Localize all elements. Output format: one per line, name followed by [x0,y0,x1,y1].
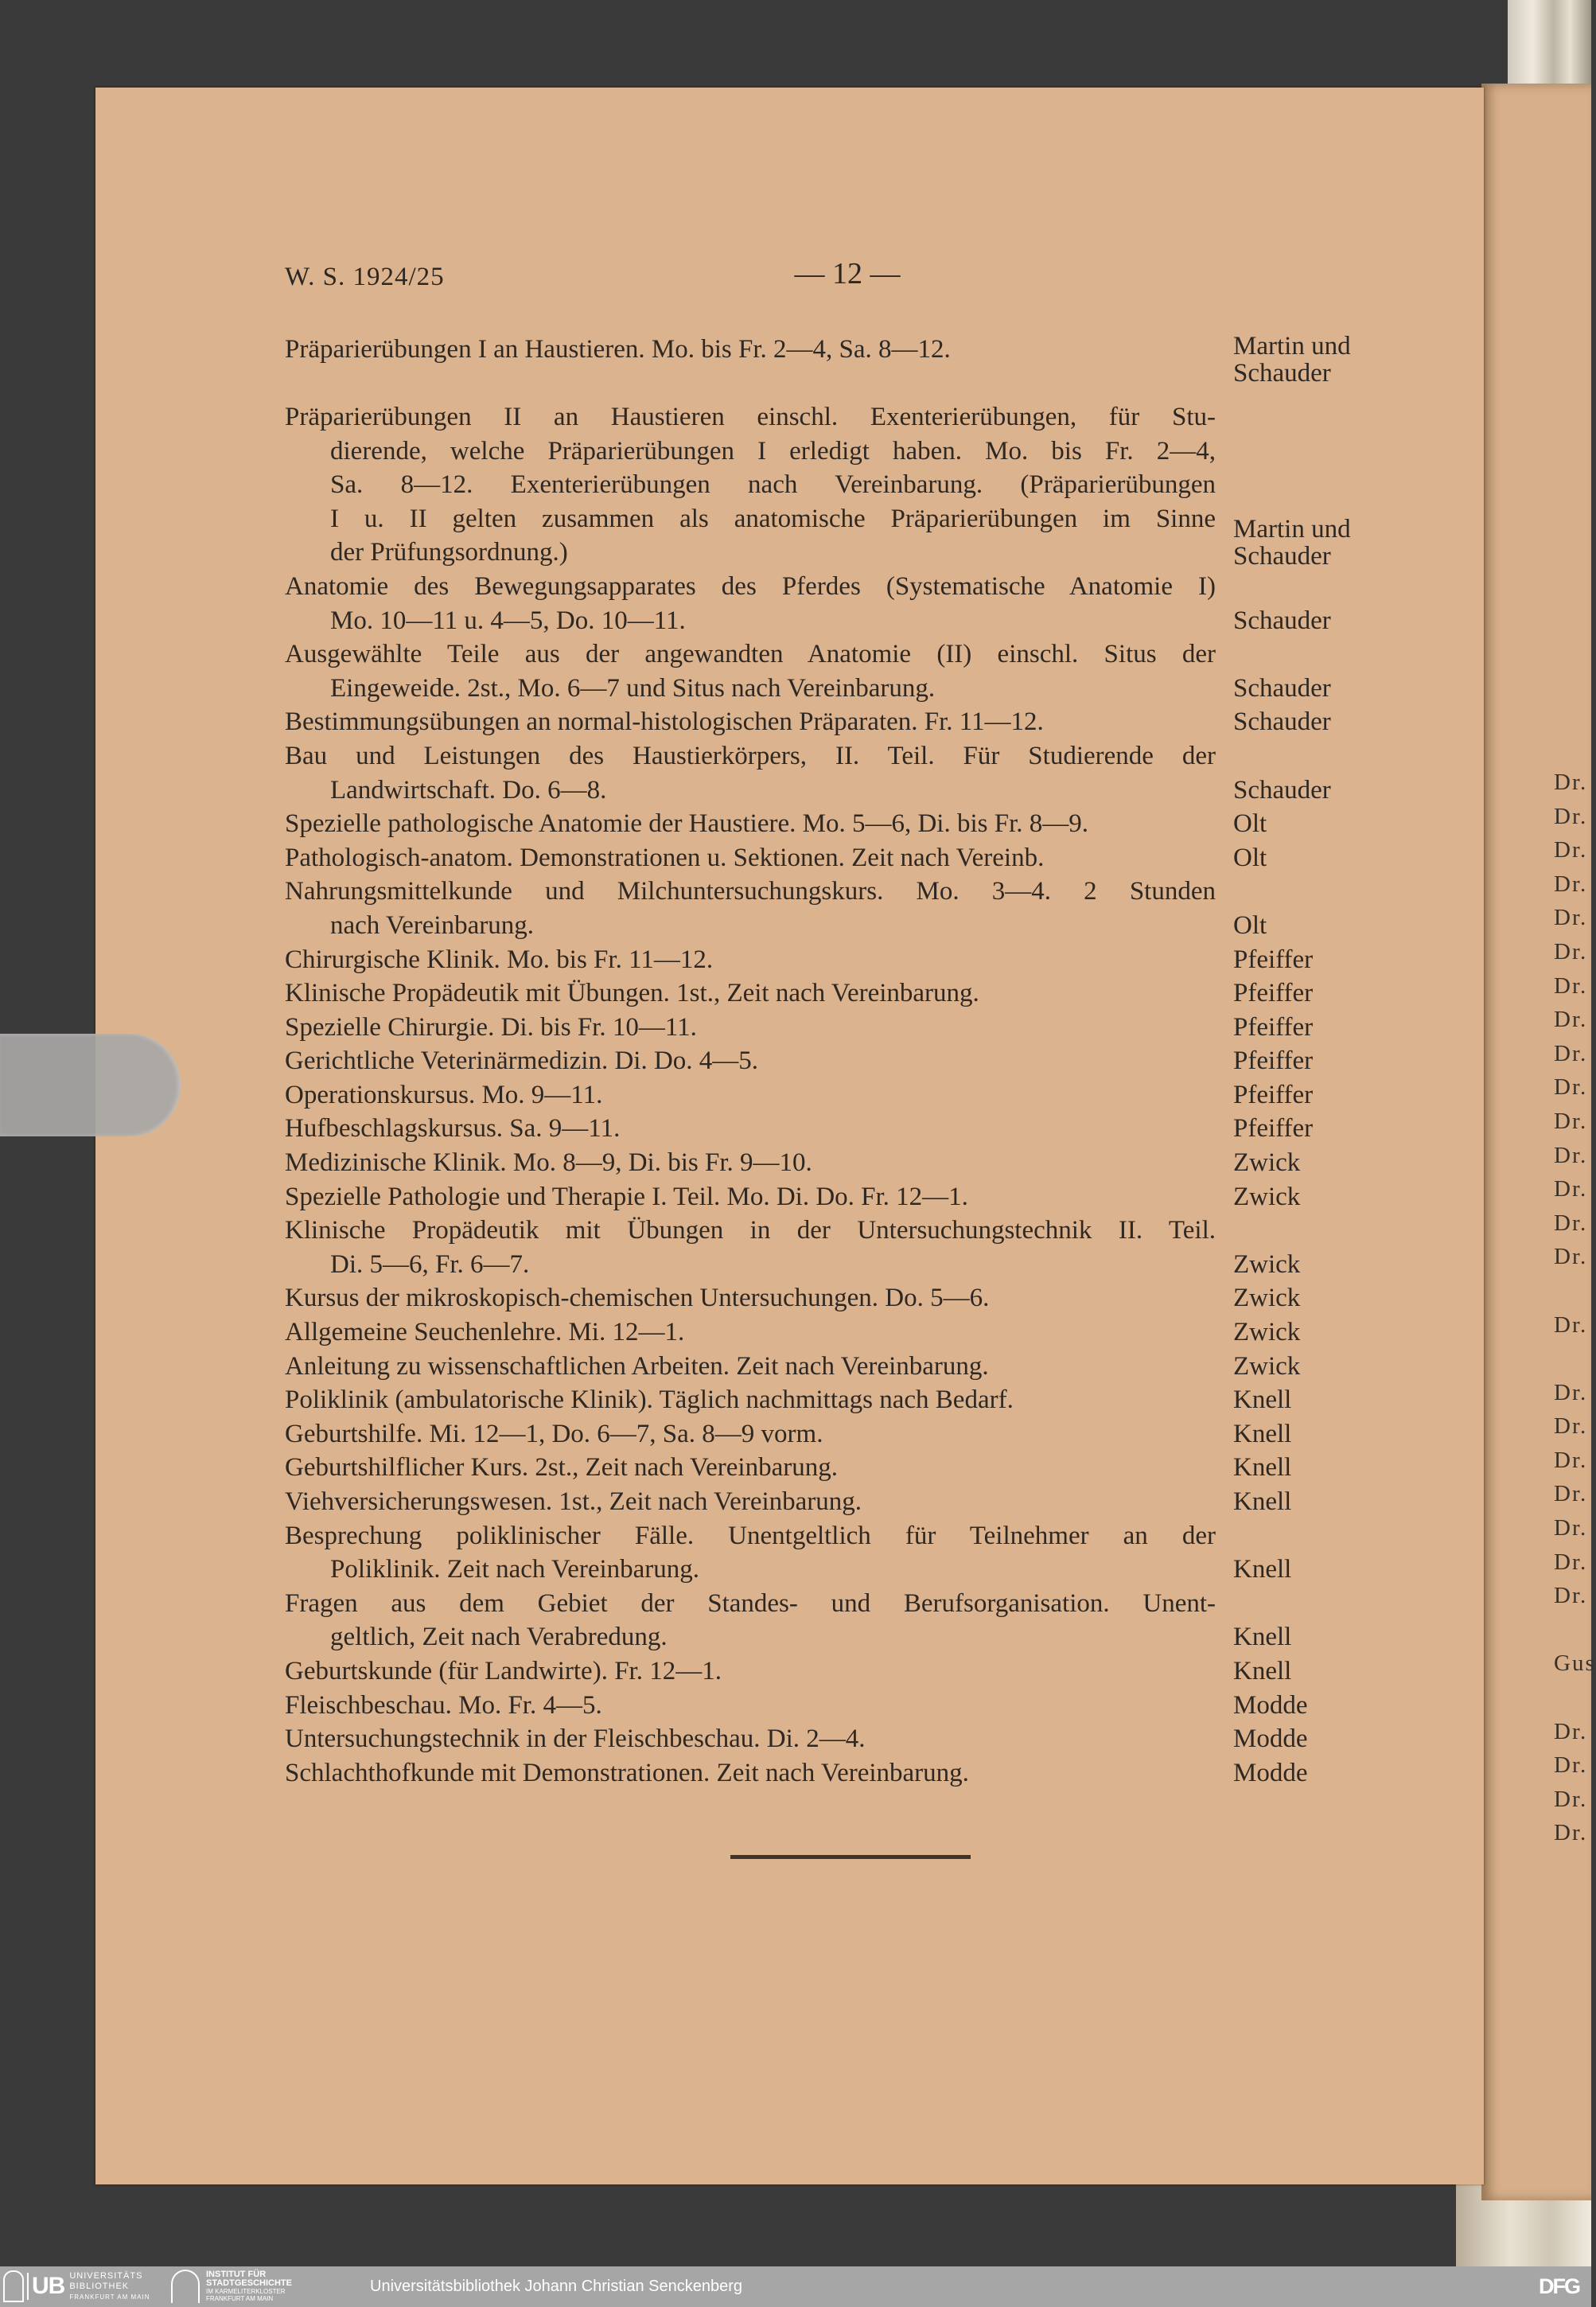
course-entry [285,705,1399,739]
instructor [1216,943,1399,977]
course-line: Medizinische Klinik. Mo. 8—9, Di. bis Fr. 9—10. [285,1148,812,1178]
isg-name [206,2270,292,2302]
instructor-name: Pfeiffer [1233,1114,1314,1144]
facing-page-line: Dr. [1554,1007,1588,1033]
instructor-name: Knell [1233,1487,1292,1516]
course-entry [285,1451,1399,1485]
course-entry [285,841,1399,875]
course-line: Hufbeschlagskursus. Sa. 9—11. [285,1114,621,1144]
isg-name-line: INSTITUT FÜR [206,2270,267,2279]
instructor [1216,1350,1399,1384]
course-entry [285,570,1399,637]
course-entry [285,1180,1399,1214]
course-entry [285,333,1399,400]
instructor [1216,1417,1399,1452]
page-stack-top [1508,0,1591,88]
isg-arch-icon [171,2270,200,2303]
course-entry [285,1112,1399,1146]
course-line: Poliklinik (ambulatorische Klinik). Täglich nachmittags nach Bedarf. [285,1385,1014,1415]
isg-sub-line: FRANKFURT AM MAIN [206,2295,274,2302]
instructor-name: Knell [1233,1385,1292,1415]
instructor-name: Knell [1233,1555,1292,1584]
instructor [1216,1112,1399,1146]
course-description [285,807,1216,841]
course-line: Anatomie des Bewegungsapparates des Pferdes (Systematische Anatomie I) [285,571,1216,601]
course-line: geltlich, Zeit nach Verabredung. [330,1623,668,1652]
facing-page-line: Dr. [1554,938,1588,964]
page-number: — 12 — [794,257,901,290]
instructor-name: Zwick [1233,1351,1301,1381]
course-line: Landwirtschaft. Do. 6—8. [330,775,607,805]
course-line: Schlachthofkunde mit Demonstrationen. Zeit nach Vereinbarung. [285,1758,969,1787]
library-name: Universitätsbibliothek Johann Christian Senckenberg [370,2278,743,2295]
instructor-name: Schauder [1233,606,1331,635]
course-description [285,1722,1216,1756]
course-entry [285,400,1399,570]
instructor [1216,1654,1399,1689]
course-line: Poliklinik. Zeit nach Vereinbarung. [330,1555,700,1584]
course-line: Di. 5—6, Fr. 6—7. [330,1249,530,1279]
instructor [1216,1248,1399,1282]
facing-page-line: Dr. [1554,1142,1588,1168]
facing-page-line: Dr. [1554,1481,1588,1507]
instructor-name: Modde [1233,1758,1308,1787]
instructor [1216,1485,1399,1519]
course-line: Besprechung poliklinischer Fälle. Unentgeltlich für Teilnehmer an der [285,1521,1216,1550]
course-description [285,1180,1216,1214]
course-entry [285,1485,1399,1519]
instructor-name: Schauder [1233,359,1331,388]
course-description [285,1654,1216,1689]
course-line: Spezielle pathologische Anatomie der Haustiere. Mo. 5—6, Di. bis Fr. 8—9. [285,809,1088,839]
isg-name-line: STADTGESCHICHTE [206,2278,292,2288]
course-entry [285,976,1399,1011]
course-line: Sa. 8—12. Exenterierübungen nach Vereinbarung. (Präparierübungen [330,470,1216,500]
facing-page-line [1554,1613,1596,1647]
course-line: Klinische Propädeutik mit Übungen in der Untersuchungstechnik II. Teil. [285,1216,1216,1245]
course-entry [285,1011,1399,1045]
course-line: Operationskursus. Mo. 9—11. [285,1080,603,1109]
course-line: der Prüfungsordnung.) [330,538,568,567]
ub-name-line: BIBLIOTHEK [69,2281,130,2291]
course-line: Nahrungsmittelkunde und Milchuntersuchungskurs. Mo. 3—4. 2 Stunden [285,877,1216,906]
isg-sub-line: IM KARMELITERKLOSTER [206,2288,286,2295]
instructor-name: Schauder [1233,775,1331,805]
instructor-name: Zwick [1233,1318,1301,1347]
facing-page-line: Dr. [1554,1379,1588,1405]
footer-bar [0,2266,1591,2307]
facing-page-line: Dr. [1554,871,1588,897]
course-description [285,1044,1216,1078]
facing-page-line: Dr. [1554,1311,1588,1338]
ub-emblem-icon [3,2270,24,2302]
facing-page-line [1554,1681,1596,1715]
page-clip [0,1034,181,1136]
instructor-name: Pfeiffer [1233,1012,1314,1042]
instructor-name: Martin und [1233,514,1351,544]
course-entry [285,875,1399,942]
course-line: Fleischbeschau. Mo. Fr. 4—5. [285,1690,602,1720]
instructor-name: Martin und [1233,332,1351,360]
course-entry [285,637,1399,705]
course-entry [285,1315,1399,1350]
course-line: Chirurgische Klinik. Mo. bis Fr. 11—12. [285,945,714,974]
course-line: Bestimmungsübungen an normal-histologischen Präparaten. Fr. 11—12. [285,707,1044,737]
course-entry [285,1587,1399,1654]
course-description [285,875,1216,942]
facing-page-line: Dr. [1554,1447,1588,1473]
instructor-name: Pfeiffer [1233,979,1314,1008]
instructor [1216,1146,1399,1180]
course-description [285,1689,1216,1723]
facing-page-line: Dr. [1554,972,1588,999]
instructor [1216,1078,1399,1113]
facing-page-line: Dr. [1554,1244,1588,1270]
facing-page-line: Dr. [1554,1176,1588,1202]
ub-logo[interactable] [3,2270,150,2303]
course-description [285,400,1216,570]
course-description [285,1383,1216,1417]
semester-label: W. S. 1924/25 [285,263,445,291]
facing-page-line: Dr. [1554,1583,1588,1609]
instructor [1216,841,1399,875]
course-entry [285,1756,1399,1791]
instructor-name: Zwick [1233,1182,1301,1211]
instructor-name: Schauder [1233,707,1331,737]
instructor-name: Modde [1233,1724,1308,1754]
instructor [1216,672,1399,706]
course-line: nach Vereinbarung. [330,910,534,940]
facing-page-line: Dr. [1554,837,1588,863]
instructor [1216,807,1399,841]
facing-page-line: Dr. [1554,1074,1588,1101]
course-line: Geburtshilfe. Mi. 12—1, Do. 6—7, Sa. 8—9 vorm. [285,1419,823,1448]
facing-page-text [1554,766,1596,1850]
course-description [285,1587,1216,1654]
course-line: Geburtshilflicher Kurs. 2st., Zeit nach Vereinbarung. [285,1453,838,1483]
instructor [1216,774,1399,808]
closing-rule [730,1855,971,1859]
course-description [285,943,1216,977]
instructor [1216,604,1399,638]
course-entry [285,1281,1399,1315]
course-line: Spezielle Chirurgie. Di. bis Fr. 10—11. [285,1012,697,1042]
course-description [285,1417,1216,1452]
dfg-logo[interactable]: DFG [1539,2274,1579,2298]
instructor-name: Zwick [1233,1148,1301,1178]
course-description [285,1756,1216,1791]
course-line: dierende, welche Präparierübungen I erledigt haben. Mo. bis Fr. 2—4, [330,436,1216,466]
course-line: Kursus der mikroskopisch-chemischen Untersuchungen. Do. 5—6. [285,1284,990,1313]
instructor [1216,333,1399,387]
facing-page-line [1554,1274,1596,1308]
course-entry [285,1383,1399,1417]
course-entry [285,1146,1399,1180]
course-description [285,976,1216,1011]
course-entry [285,1689,1399,1723]
course-line: Klinische Propädeutik mit Übungen. 1st., Zeit nach Vereinbarung. [285,979,979,1008]
facing-page-line: Dr. [1554,803,1588,829]
course-list [285,333,1399,1790]
instructor-name: Modde [1233,1690,1308,1720]
instructor-name: Knell [1233,1453,1292,1483]
course-description [285,1281,1216,1315]
isg-logo[interactable] [171,2270,292,2303]
course-description [285,1214,1216,1281]
facing-page-line [1554,1342,1596,1376]
course-line: Präparierübungen II an Haustieren einschl. Exenterierübungen, für Stu- [285,403,1216,431]
course-entry [285,1417,1399,1452]
facing-page-line: Dr. [1554,1752,1588,1779]
instructor [1216,1689,1399,1723]
instructor [1216,516,1399,570]
instructor-name: Zwick [1233,1284,1301,1313]
facing-page-line: Gus [1554,1650,1596,1677]
course-line: Viehversicherungswesen. 1st., Zeit nach Vereinbarung. [285,1487,862,1516]
course-line: Eingeweide. 2st., Mo. 6—7 und Situs nach Vereinbarung. [330,673,936,703]
facing-page-line: Dr. [1554,1549,1588,1575]
instructor [1216,1011,1399,1045]
course-description [285,1315,1216,1350]
course-entry [285,1044,1399,1078]
instructor-name: Pfeiffer [1233,1046,1314,1076]
course-line: Allgemeine Seuchenlehre. Mi. 12—1. [285,1318,685,1347]
instructor [1216,1315,1399,1350]
course-description [285,570,1216,637]
course-description [285,1011,1216,1045]
instructor [1216,1756,1399,1791]
course-line: Gerichtliche Veterinärmedizin. Di. Do. 4—5. [285,1046,759,1076]
course-description [285,1146,1216,1180]
facing-page-line: Dr. [1554,770,1588,795]
course-entry [285,1078,1399,1113]
course-description [285,1519,1216,1587]
course-description [285,1485,1216,1519]
course-entry [285,943,1399,977]
ub-name-line: FRANKFURT AM MAIN [69,2293,150,2301]
course-line: Mo. 10—11 u. 4—5, Do. 10—11. [330,606,686,635]
instructor [1216,909,1399,943]
course-line: I u. II gelten zusammen als anatomische Präparierübungen im Sinne [330,504,1216,533]
instructor [1216,1451,1399,1485]
facing-page-line: Dr. [1554,905,1588,931]
course-line: Anleitung zu wissenschaftlichen Arbeiten. Zeit nach Vereinbarung. [285,1351,989,1381]
instructor [1216,1553,1399,1587]
facing-page-line: Dr. [1554,1210,1588,1236]
course-line: Präparierübungen I an Haustieren. Mo. bis Fr. 2—4, Sa. 8—12. [285,335,951,364]
course-line: Pathologisch-anatom. Demonstrationen u. Sektionen. Zeit nach Vereinb. [285,843,1045,872]
instructor-name: Olt [1233,843,1267,872]
course-description [285,841,1216,875]
course-description [285,1451,1216,1485]
facing-page-line: Dr. [1554,1820,1588,1846]
ub-letters: UB [27,2273,64,2300]
course-line: Geburtskunde (für Landwirte). Fr. 12—1. [285,1656,722,1685]
instructor [1216,1180,1399,1214]
instructor [1216,1383,1399,1417]
course-description [285,1112,1216,1146]
course-entry [285,739,1399,807]
course-line: Fragen aus dem Gebiet der Standes- und Berufsorganisation. Unent- [285,1588,1216,1618]
instructor [1216,1722,1399,1756]
instructor-name: Schauder [1233,541,1331,571]
course-description [285,333,1216,400]
course-description [285,1078,1216,1113]
facing-page-line: Dr. [1554,1040,1588,1066]
instructor-name: Knell [1233,1656,1292,1685]
course-entry [285,1722,1399,1756]
ub-name-line: UNIVERSITÄTS [69,2270,143,2281]
instructor [1216,976,1399,1011]
course-description [285,637,1216,705]
instructor [1216,1044,1399,1078]
instructor [1216,705,1399,739]
course-description [285,1350,1216,1384]
instructor-name: Pfeiffer [1233,1080,1314,1109]
facing-page-line: Dr. [1554,1718,1588,1744]
course-entry [285,807,1399,841]
facing-page-line: Dr. [1554,1786,1588,1812]
course-line: Spezielle Pathologie und Therapie I. Teil. Mo. Di. Do. Fr. 12—1. [285,1182,968,1211]
course-line: Untersuchungstechnik in der Fleischbeschau. Di. 2—4. [285,1724,866,1754]
course-entry [285,1654,1399,1689]
facing-page-line: Dr. [1554,1108,1588,1134]
instructor-name: Schauder [1233,673,1331,703]
course-line: Bau und Leistungen des Haustierkörpers, II. Teil. Für Studierende der [285,741,1216,770]
course-entry [285,1519,1399,1587]
instructor-name: Knell [1233,1623,1292,1652]
facing-page-line: Dr. [1554,1515,1588,1541]
course-entry [285,1214,1399,1281]
instructor [1216,1281,1399,1315]
facing-page-line: Dr. [1554,1413,1588,1440]
course-line: Ausgewählte Teile aus der angewandten Anatomie (II) einschl. Situs der [285,640,1216,669]
instructor-name: Knell [1233,1419,1292,1448]
instructor-name: Pfeiffer [1233,945,1314,974]
course-entry [285,1350,1399,1384]
course-description [285,705,1216,739]
instructor-name: Olt [1233,910,1267,940]
ub-name [69,2271,150,2302]
course-description [285,739,1216,807]
instructor-name: Zwick [1233,1249,1301,1279]
instructor-name: Olt [1233,809,1267,839]
instructor [1216,1620,1399,1654]
